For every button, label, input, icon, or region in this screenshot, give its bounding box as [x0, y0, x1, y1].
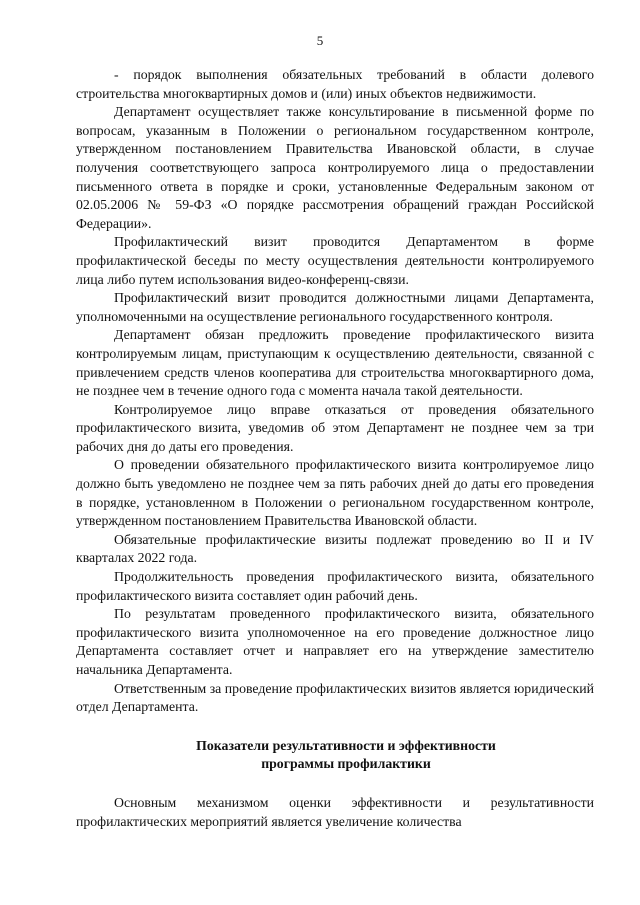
document-body	[76, 66, 594, 831]
section-heading	[76, 737, 594, 774]
paragraph: - порядок выполнения обязательных требований в области долевого строительства многоквартирных домов и (или) иных объектов недвижимости.	[76, 67, 594, 101]
paragraph: Ответственным за проведение профилактических визитов является юридический отдел Департамента.	[76, 680, 594, 715]
paragraph: Профилактический визит проводится должностными лицами Департамента, уполномоченными на осуществление регионального государственного контроля.	[76, 290, 594, 324]
paragraph: Департамент осуществляет также консультирование в письменной форме по вопросам, указанным в Положении о региональном государственном контроле, утвержденном постановлением Правительства Ивановской области, в случае получения соответствующего запроса контролируемого лица о предоставлении письменного ответа в порядке и сроки, установленные Федеральным законом от 02.05.2006 № 59-ФЗ «О порядке рассмотрения обращений граждан Российской Федерации».	[76, 104, 594, 231]
section-heading-line: программы профилактики	[261, 756, 431, 772]
paragraph: Департамент обязан предложить проведение профилактического визита контролируемым лицам, приступающим к осуществлению деятельности, связанной с привлечением средств членов кооператива для строительства многоквартирного дома, не позднее чем в течение одного года с момента начала такой деятельности.	[76, 327, 594, 399]
closing-paragraph: Основным механизмом оценки эффективности и результативности профилактических мероприятий является увеличение количества	[76, 794, 594, 829]
paragraph: Обязательные профилактические визиты подлежат проведению во II и IV кварталах 2022 года.	[76, 531, 594, 566]
paragraph: Продолжительность проведения профилактического визита, обязательного профилактического визита составляет один рабочий день.	[76, 569, 594, 603]
section-heading-line: Показатели результативности и эффективности	[196, 737, 496, 753]
paragraph: О проведении обязательного профилактического визита контролируемое лицо должно быть уведомлено не позднее чем за пять рабочих дней до даты его проведения в порядке, установленном в Положении о региональном государственном контроле, утвержденном постановлением Правительства Ивановской области.	[76, 457, 594, 529]
paragraph: Контролируемое лицо вправе отказаться от проведения обязательного профилактического визита, уведомив об этом Департамент не позднее чем за три рабочих дня до даты его проведения.	[76, 401, 594, 454]
paragraph: Профилактический визит проводится Департаментом в форме профилактической беседы по месту осуществления деятельности контролируемого лица либо путем использования видео-конференц-связи.	[76, 234, 594, 287]
paragraph: По результатам проведенного профилактического визита, обязательного профилактического визита уполномоченное на его проведение должностное лицо Департамента составляет отчет и направляет его на утверждение заместителю начальника Департамента.	[76, 606, 594, 677]
page-number: 5	[316, 33, 324, 48]
